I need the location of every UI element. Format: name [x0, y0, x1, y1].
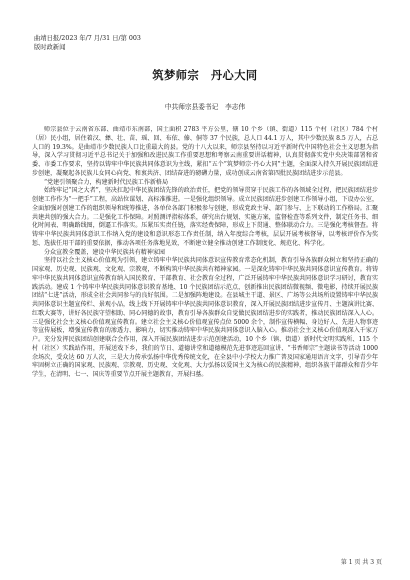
body-paragraph: 始终牢记“国之大者”，坚决扛起中华民族团结先锋的政治责任，把党的领导贯穿于民族工作的各领域全过程，把民族团结进步创建工作作为“一把手”工程，高站位谋划、高标准推进。一是强化组织领导。成立民族团结进步创建工作领导小组，下设办公室，全面加强对创建工作的组织领导和统筹推进，各单位各部门积极参与创建，形成党政主导、部门参与、上下联动的工作格局。汇聚共建共创的强大合力。二是强化工作保障。对照测评指标体系，研究出台规划、实施方案，监督检查等系列文件，制定任务书、细化时间表、明确路线图，倒逼工作落实。压紧压实责任链，落实经费保障，形成上下贯通、整体联动合力。三是强化考核督查。将铸牢中华民族共同体意识工作纳入党的建设和意识形态工作责任制，纳入年度综合考核，层层开展考核督导，以考核评价作为奖惩、选拔任用干部的重要依据，推动各项任务落地见效，不断建立健全推动创建工作制度化、规范化、科学化。: [32, 187, 378, 247]
article-body: [32, 126, 378, 554]
body-paragraph: 坚持以社会主义核心价值观为引领，建立铸牢中华民族共同体意识宣传教育常态化机制，教育引导各族群众树立和坚持正确的国家观、历史观、民族观、文化观、宗教观，不断构筑中华民族共有精神家园。一是深化铸牢中华民族共同体意识宣传教育。将铸牢中华民族共同体意识宣传教育纳入国民教育、干部教育、社会教育全过程，广泛开展铸牢中华民族共同体意识学习研讨，教育实践活动。建成 1 个铸牢中华民族共同体意识教育基地、10 个民族团结示范点，创新推出民族团结微视频、微电影，持续开展民族团结“七进”活动，形成全社会共同参与的良好氛围。二是加强阵地建设。在县城主干道、景区、广场等公共场所设置铸牢中华民族共同体意识主题宣传栏、景观小品，线上线下开展铸牢中华民族共同体意识教育，深入开展民族团结进步宣传月、主题演讲比赛、红歌大赛等，讲好各民族守望相助、同心同德的故事，教育引导各族群众自觉做民族团结进步的实践者，推动民族团结深入人心。三是强化社会主义核心价值观宣传教育。建立社会主义核心价值观宣传点位 5000 余个，制作宣传横幅、身边好人、先进人物事迹等宣传展板，增强宣传教育的渗透力、影响力，切实推动铸牢中华民族共同体意识入脑入心。推动社会主义核心价值观深入千家万户。充分发挥民族团结创建联合会作用，深入开展民族团结进步示范创建活动，10 个乡（镇、街道）新时代文明实践所、115 个村（社区）实践站作用，开展送戏下乡，我们的节日、道德讲堂和道德模范先进事迹巡回宣讲、“书香师宗”主题读书等活动 1000 余场次，受众达 60 万人次，三是大力传承弘扬中华优秀传统文化，在全县中小学校大力推广普及国家通用语言文字，引导青少年牢固树立正确的国家观、民族观、宗教观、历史观、文化观、大力弘扬以爱国主义为核心的民族精神，组织各族干部群众和青少年学生，在清明、七一、国庆等重要节点开展主题教育，开展扫墓。: [32, 257, 378, 378]
publication-line: 曲靖日报/2023 年/7 月/31 日/第 003: [34, 35, 141, 42]
section-heading: 分众宣教全覆盖，建设中华民族共有精神家园: [44, 248, 165, 256]
article-byline: 中共师宗县委书记 李志伟: [164, 103, 246, 111]
section-heading: “党建引领聚合力，构建新时代民族工作新格局: [44, 178, 169, 186]
publication-info: [34, 34, 374, 52]
section-line: 版时政新闻: [34, 44, 66, 52]
body-paragraph: 师宗县位于云南省东部、曲靖市东南部，国土面积 2783 平方公里，辖 10 个乡（镇、街道）115 个村（社区）784 个村（居）民小组，居住着汉、彝、壮、苗、瑶、回、布依、傣、侗等 37 个民族，总人口 44.1 万人，其中少数民族 8.5 万人，占总人口的 19.3%。是曲靖市少数民族人口比重最大的县。党的十八大以来，师宗县坚持以习近平新时代中国特色社会主义思想为指导，深入学习贯彻习近平总书记关于加强和改进民族工作重要思想和考察云南重要讲话精神，认真贯彻落实党中央决策部署和省委、市委工作要求，坚持以铸牢中华民族共同体意识为主线，紧扣“五个”筑梦师宗·丹心大同”主题，全面深入持久开展民族团结进步创建，凝聚起各民族儿女同心向党、和衷共济、团结奋进的磅礴力量，成功创成云南省第四批民族团结进步示范县。: [32, 126, 378, 177]
page-number: 第 1 页 共 3 页: [340, 559, 382, 566]
article-title: 筑梦师宗 丹心大同: [152, 68, 258, 82]
